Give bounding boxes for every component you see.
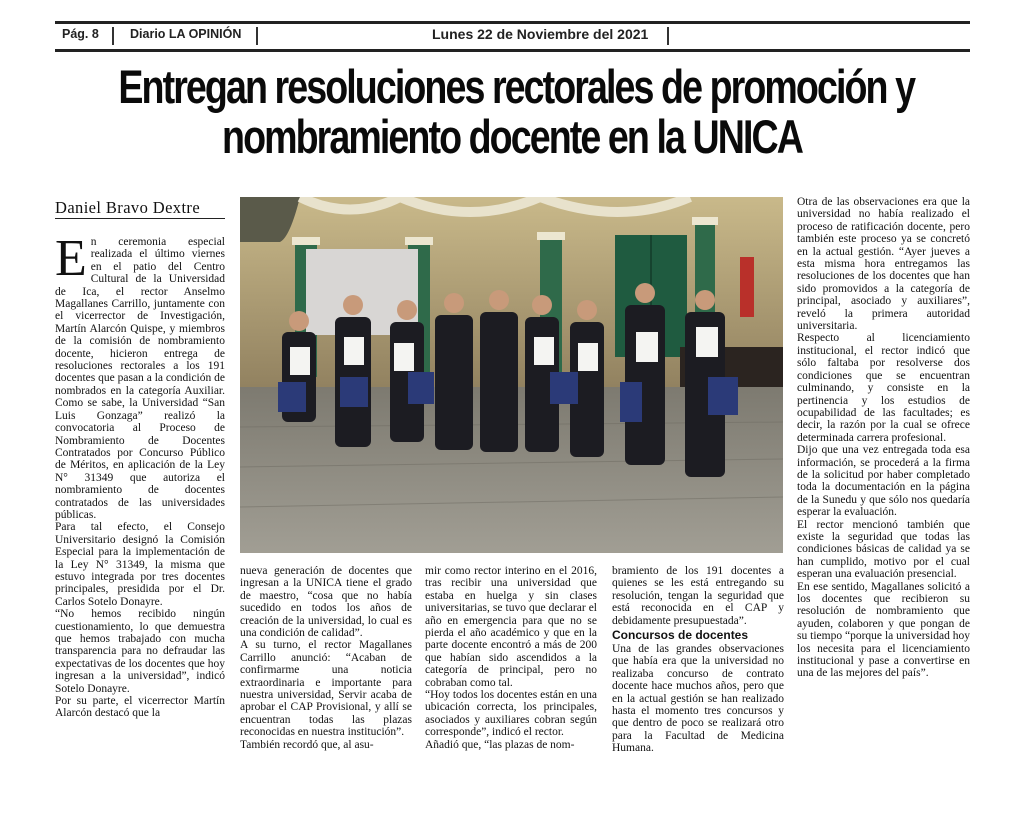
page-number: Pág. 8 xyxy=(62,27,99,41)
paragraph: Dijo que una vez entregada toda esa información, se procederá a la firma de la solicitud por haber completado toda la documentación en la página de la Sunedu y que sólo nos quedaría esperar la evaluación. xyxy=(797,444,970,519)
paragraph: A su turno, el rector Magallanes Carrillo anunció: “Acaban de confirmarme una noticia extraordinaria e importante para nuestra universidad, Servir acaba de aprobar el CAP Provisional, y allí se encuentran todas las plazas reconocidas en nuestra institución”. xyxy=(240,639,412,739)
drop-cap: E xyxy=(55,230,87,287)
paragraph: Añadió que, “las plazas de nom- xyxy=(425,738,575,751)
paragraph: nueva generación de docentes que ingresan a la UNICA tiene el grado de maestro, “cosa que no había sucedido en todos los años de creación de la universidad, lo cual es una condición de calidad”. xyxy=(240,565,412,640)
headline-line-1: Entregan resoluciones rectorales de promoción y xyxy=(118,60,915,113)
header-separator xyxy=(256,27,258,45)
paragraph: Respecto al licenciamiento institucional, el rector indicó que sólo faltaba por resolverse dos condiciones que se encuentran culminando, y consiste en la pertinencia y los estudios de ocupabilidad de las facultades; es decir, la razón por la cual se ofrece determinada carrera profesional. xyxy=(797,332,970,444)
issue-date: Lunes 22 de Noviembre del 2021 xyxy=(432,26,649,42)
paragraph: “No hemos recibido ningún cuestionamiento, lo que demuestra que hemos trabajado con mucha transparencia para no defraudar las expectativas de los docentes que hoy ingresan a la universidad”, indicó Sotelo Donayre. xyxy=(55,608,225,695)
header-separator xyxy=(112,27,114,45)
newspaper-name: Diario LA OPINIÓN xyxy=(130,27,242,41)
paragraph: Una de las grandes observaciones que había era que la universidad no realizaba concurso de contrato docente hace muchos años, pero que en la actual gestión se han realizado hasta el momento tres concursos y que dentro de poco se realizará otro para la Facultad de Medicina Humana. xyxy=(612,643,784,755)
headline-line-2: nombramiento docente en la UNICA xyxy=(222,110,802,163)
paragraph: Para tal efecto, el Consejo Universitario designó la Comisión Especial para la implementación de la Ley N° 31349, la misma que estuvo integrada por tres docentes principales, presidida por el Dr. Carlos Sotelo Donayre. xyxy=(55,521,225,608)
section-subhead: Concursos de docentes xyxy=(612,628,749,643)
article-column-1 xyxy=(55,230,225,720)
paragraph: bramiento de los 191 docentes a quienes se les está entregando su resolución, tengan la seguridad que está reconocida en el CAP y debidamente presupuestada”. xyxy=(612,565,784,627)
article-column-5 xyxy=(797,196,970,680)
headline xyxy=(118,60,915,163)
ceremony-photo xyxy=(240,197,783,553)
ceremony-photo-illustration xyxy=(240,197,783,553)
article-column-3 xyxy=(425,565,597,751)
paragraph: mir como rector interino en el 2016, tras recibir una universidad que estaba en huelga y sin clases universitarias, se tuvo que declarar el año en emergencia para que no se pierda el año académico y que en la parte docente encontró a más de 200 que habían sido ascendidos a la categoría de principal, pero no cobraban como tal. xyxy=(425,565,597,689)
byline: Daniel Bravo Dextre xyxy=(55,198,201,217)
article-column-4 xyxy=(612,565,784,755)
paragraph: El rector mencionó también que existe la seguridad que todas las condiciones básicas de calidad ya se han cumplido, motivo por el cual esperan una evaluación presencial. xyxy=(797,518,970,581)
paragraph: Por su parte, el vicerrector Martín Alarcón destacó que la xyxy=(55,695,225,720)
header-separator xyxy=(667,27,669,45)
header-bottom-rule xyxy=(55,49,970,52)
header-top-rule xyxy=(55,21,970,24)
byline-rule xyxy=(55,218,225,219)
paragraph: En ceremonia especial realizada el último viernes en el patio del Centro Cultural de la Universidad de Ica, el rector Anselmo Magallanes Carrillo, juntamente con el vicerrector de Investigación, Martín Alarcón Quispe, y miembros de la comisión de nombramiento docente, hicieron entrega de resoluciones rectorales a los 191 docentes que pasan a la condición de nombrados en la categoría Auxiliar. Como se sabe, la Universidad “San Luis Gonzaga” realizó la convocatoria al Proceso de Nombramiento de Docentes Contratados por Concurso Público de Méritos, en aplicación de la Ley N° 31349 que autoriza el nombramiento de docentes contratados de las universidades públicas. xyxy=(55,230,225,521)
paragraph: Otra de las observaciones era que la universidad no había realizado el proceso de ratificación docente, pero también este proceso ya se concretó en la actual gestión. “Ayer jueves a esta misma hora entregamos las resoluciones de los docentes que han sido promovidos a la categoría de principal, asociado y auxiliares”, reveló la primera autoridad universitaria. xyxy=(797,196,970,333)
paragraph: En ese sentido, Magallanes solicitó a los docentes que recibieron su resolución de nombramiento que ayuden, colaboren y que pongan de su tiempo “porque la universidad hoy los necesita para el licenciamiento institucional y pase a convertirse en una de las mejores del país”. xyxy=(797,580,970,680)
paragraph: También recordó que, al asu- xyxy=(240,738,374,751)
paragraph: “Hoy todos los docentes están en una ubicación correcta, los principales, asociados y auxiliares cobran según corresponde”, indicó el rector. xyxy=(425,689,597,739)
article-column-2 xyxy=(240,565,412,751)
